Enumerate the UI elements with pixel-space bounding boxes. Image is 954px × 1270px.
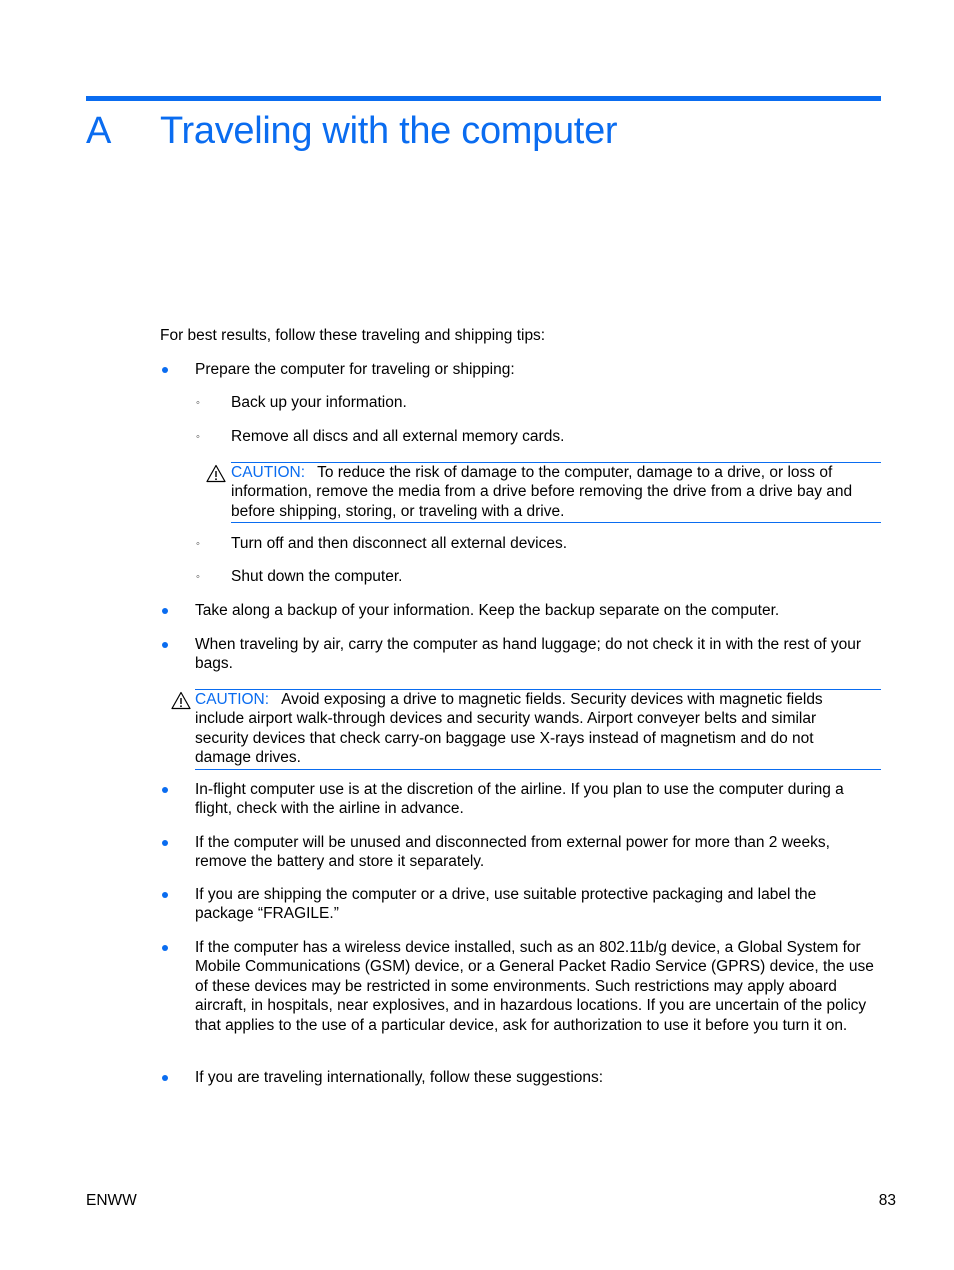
caution-text: Avoid exposing a drive to magnetic fields. Security devices with magnetic fields include airport walk-through devices and security wands. Airport conveyer belts and similar security devices that check carry-on baggage use X-rays instead of magnetism and do not damage drives. <box>195 691 823 767</box>
caution-label: CAUTION: <box>195 691 270 708</box>
bullet-marker <box>162 892 168 898</box>
sub-list-item: Turn off and then disconnect all external devices. <box>231 535 568 552</box>
chapter-title: Traveling with the computer <box>160 110 618 152</box>
bullet-marker <box>162 367 168 373</box>
bullet-marker <box>162 608 168 614</box>
caution-body <box>195 690 860 768</box>
bullet-marker <box>162 840 168 846</box>
sub-bullet-marker: ◦ <box>196 538 200 550</box>
warning-triangle-icon <box>171 691 191 710</box>
chapter-rule <box>86 96 881 101</box>
list-item: In-flight computer use is at the discretion of the airline. If you plan to use the computer during a flight, check with the airline in advance. <box>195 781 844 818</box>
chapter-letter: A <box>86 110 112 152</box>
sub-bullet-marker: ◦ <box>196 571 200 583</box>
footer-label: ENWW <box>86 1192 137 1209</box>
intro-text: For best results, follow these traveling and shipping tips: <box>160 327 546 344</box>
caution-body <box>231 463 881 521</box>
list-item: Take along a backup of your information. Keep the backup separate on the computer. <box>195 602 780 619</box>
warning-triangle-icon <box>206 464 226 483</box>
caution-label: CAUTION: <box>231 464 306 481</box>
caution-callout <box>195 689 881 770</box>
bullet-marker <box>162 1075 168 1081</box>
list-item: If you are traveling internationally, follow these suggestions: <box>195 1069 604 1086</box>
bullet-marker <box>162 787 168 793</box>
caution-callout <box>231 462 881 523</box>
sub-list-item: Shut down the computer. <box>231 568 403 585</box>
bullet-marker <box>162 945 168 951</box>
sub-bullet-marker: ◦ <box>196 431 200 443</box>
sub-list-item: Remove all discs and all external memory cards. <box>231 428 565 445</box>
list-item: If you are shipping the computer or a drive, use suitable protective packaging and label the package “FRAGILE.” <box>195 886 817 923</box>
list-item: When traveling by air, carry the computer as hand luggage; do not check it in with the rest of your bags. <box>195 636 861 673</box>
bullet-marker <box>162 642 168 648</box>
list-item: If the computer has a wireless device installed, such as an 802.11b/g device, a Global System for Mobile Communications (GSM) device, or a General Packet Radio Service (GPRS) device, the use of these devices may be restricted in some environments. Such restrictions may apply aboard aircraft, in hospitals, near explosives, and in hazardous locations. If you are uncertain of the policy that applies to the use of a particular device, ask for authorization to use it before you turn it on. <box>195 939 874 1034</box>
list-item: If the computer will be unused and disconnected from external power for more than 2 weeks, remove the battery and store it separately. <box>195 834 830 871</box>
sub-list-item: Back up your information. <box>231 394 407 411</box>
list-item: Prepare the computer for traveling or shipping: <box>195 361 515 378</box>
sub-bullet-marker: ◦ <box>196 397 200 409</box>
page-number: 83 <box>878 1192 896 1209</box>
caution-text: To reduce the risk of damage to the computer, damage to a drive, or loss of information, remove the media from a drive before removing the drive from a drive bay and before shipping, storing, or traveling with a drive. <box>231 464 853 520</box>
